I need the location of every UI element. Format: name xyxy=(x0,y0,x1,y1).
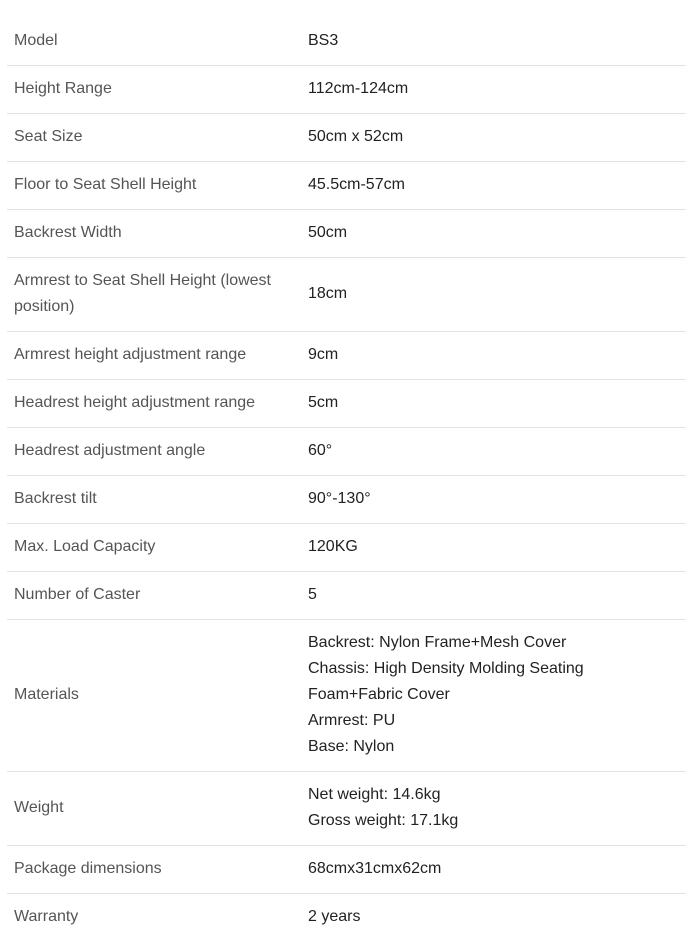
spec-value-line: 5cm xyxy=(308,390,679,416)
spec-label: Warranty xyxy=(7,894,301,941)
spec-label: Backrest Width xyxy=(7,210,301,258)
spec-label: Height Range xyxy=(7,66,301,114)
spec-row-package xyxy=(7,846,686,894)
spec-value xyxy=(301,380,686,428)
spec-value-line: 120KG xyxy=(308,534,679,560)
spec-value-line: 2 years xyxy=(308,904,679,930)
spec-value xyxy=(301,846,686,894)
spec-label: Armrest height adjustment range xyxy=(7,332,301,380)
spec-row-armrest-adjust xyxy=(7,332,686,380)
spec-value-line: BS3 xyxy=(308,28,679,54)
spec-row-seat-size xyxy=(7,114,686,162)
spec-row-headrest-adjust xyxy=(7,380,686,428)
spec-label: Headrest height adjustment range xyxy=(7,380,301,428)
spec-value xyxy=(301,894,686,941)
spec-row-height-range xyxy=(7,66,686,114)
spec-row-warranty xyxy=(7,894,686,941)
spec-label: Number of Caster xyxy=(7,572,301,620)
spec-label: Headrest adjustment angle xyxy=(7,428,301,476)
spec-value-line: Backrest: Nylon Frame+Mesh Cover xyxy=(308,630,679,656)
spec-row-materials xyxy=(7,620,686,772)
spec-row-casters xyxy=(7,572,686,620)
spec-row-model xyxy=(7,18,686,66)
spec-label: Max. Load Capacity xyxy=(7,524,301,572)
spec-row-load-capacity xyxy=(7,524,686,572)
spec-label: Floor to Seat Shell Height xyxy=(7,162,301,210)
spec-label: Weight xyxy=(7,772,301,846)
spec-value xyxy=(301,332,686,380)
spec-value xyxy=(301,620,686,772)
spec-value-line: Net weight: 14.6kg xyxy=(308,782,679,808)
spec-row-floor-to-seat xyxy=(7,162,686,210)
spec-value xyxy=(301,524,686,572)
spec-value xyxy=(301,210,686,258)
spec-value-line: 50cm xyxy=(308,220,679,246)
spec-value-line: 18cm xyxy=(308,281,679,307)
spec-label: Model xyxy=(7,18,301,66)
spec-label: Package dimensions xyxy=(7,846,301,894)
spec-value xyxy=(301,18,686,66)
spec-label: Armrest to Seat Shell Height (lowest position) xyxy=(7,258,301,332)
spec-label: Backrest tilt xyxy=(7,476,301,524)
spec-value-line: Chassis: High Density Molding Seating Foam+Fabric Cover xyxy=(308,656,679,708)
spec-value-line: Gross weight: 17.1kg xyxy=(308,808,679,834)
spec-value xyxy=(301,572,686,620)
spec-value-line: 5 xyxy=(308,582,679,608)
spec-value xyxy=(301,162,686,210)
spec-value-line: 50cm x 52cm xyxy=(308,124,679,150)
spec-label: Materials xyxy=(7,620,301,772)
spec-value xyxy=(301,476,686,524)
spec-value xyxy=(301,114,686,162)
spec-value-line: Armrest: PU xyxy=(308,708,679,734)
spec-row-backrest-tilt xyxy=(7,476,686,524)
spec-table xyxy=(7,18,686,941)
spec-value-line: 68cmx31cmx62cm xyxy=(308,856,679,882)
spec-row-backrest-width xyxy=(7,210,686,258)
spec-value-line: 9cm xyxy=(308,342,679,368)
spec-value xyxy=(301,428,686,476)
spec-row-headrest-angle xyxy=(7,428,686,476)
spec-row-armrest-to-seat xyxy=(7,258,686,332)
spec-label: Seat Size xyxy=(7,114,301,162)
spec-value-line: 90°-130° xyxy=(308,486,679,512)
spec-value-line: Base: Nylon xyxy=(308,734,679,760)
spec-value-line: 60° xyxy=(308,438,679,464)
spec-value-line: 45.5cm-57cm xyxy=(308,172,679,198)
spec-value-line: 112cm-124cm xyxy=(308,76,679,102)
spec-row-weight xyxy=(7,772,686,846)
spec-value xyxy=(301,258,686,332)
spec-value xyxy=(301,772,686,846)
spec-value xyxy=(301,66,686,114)
